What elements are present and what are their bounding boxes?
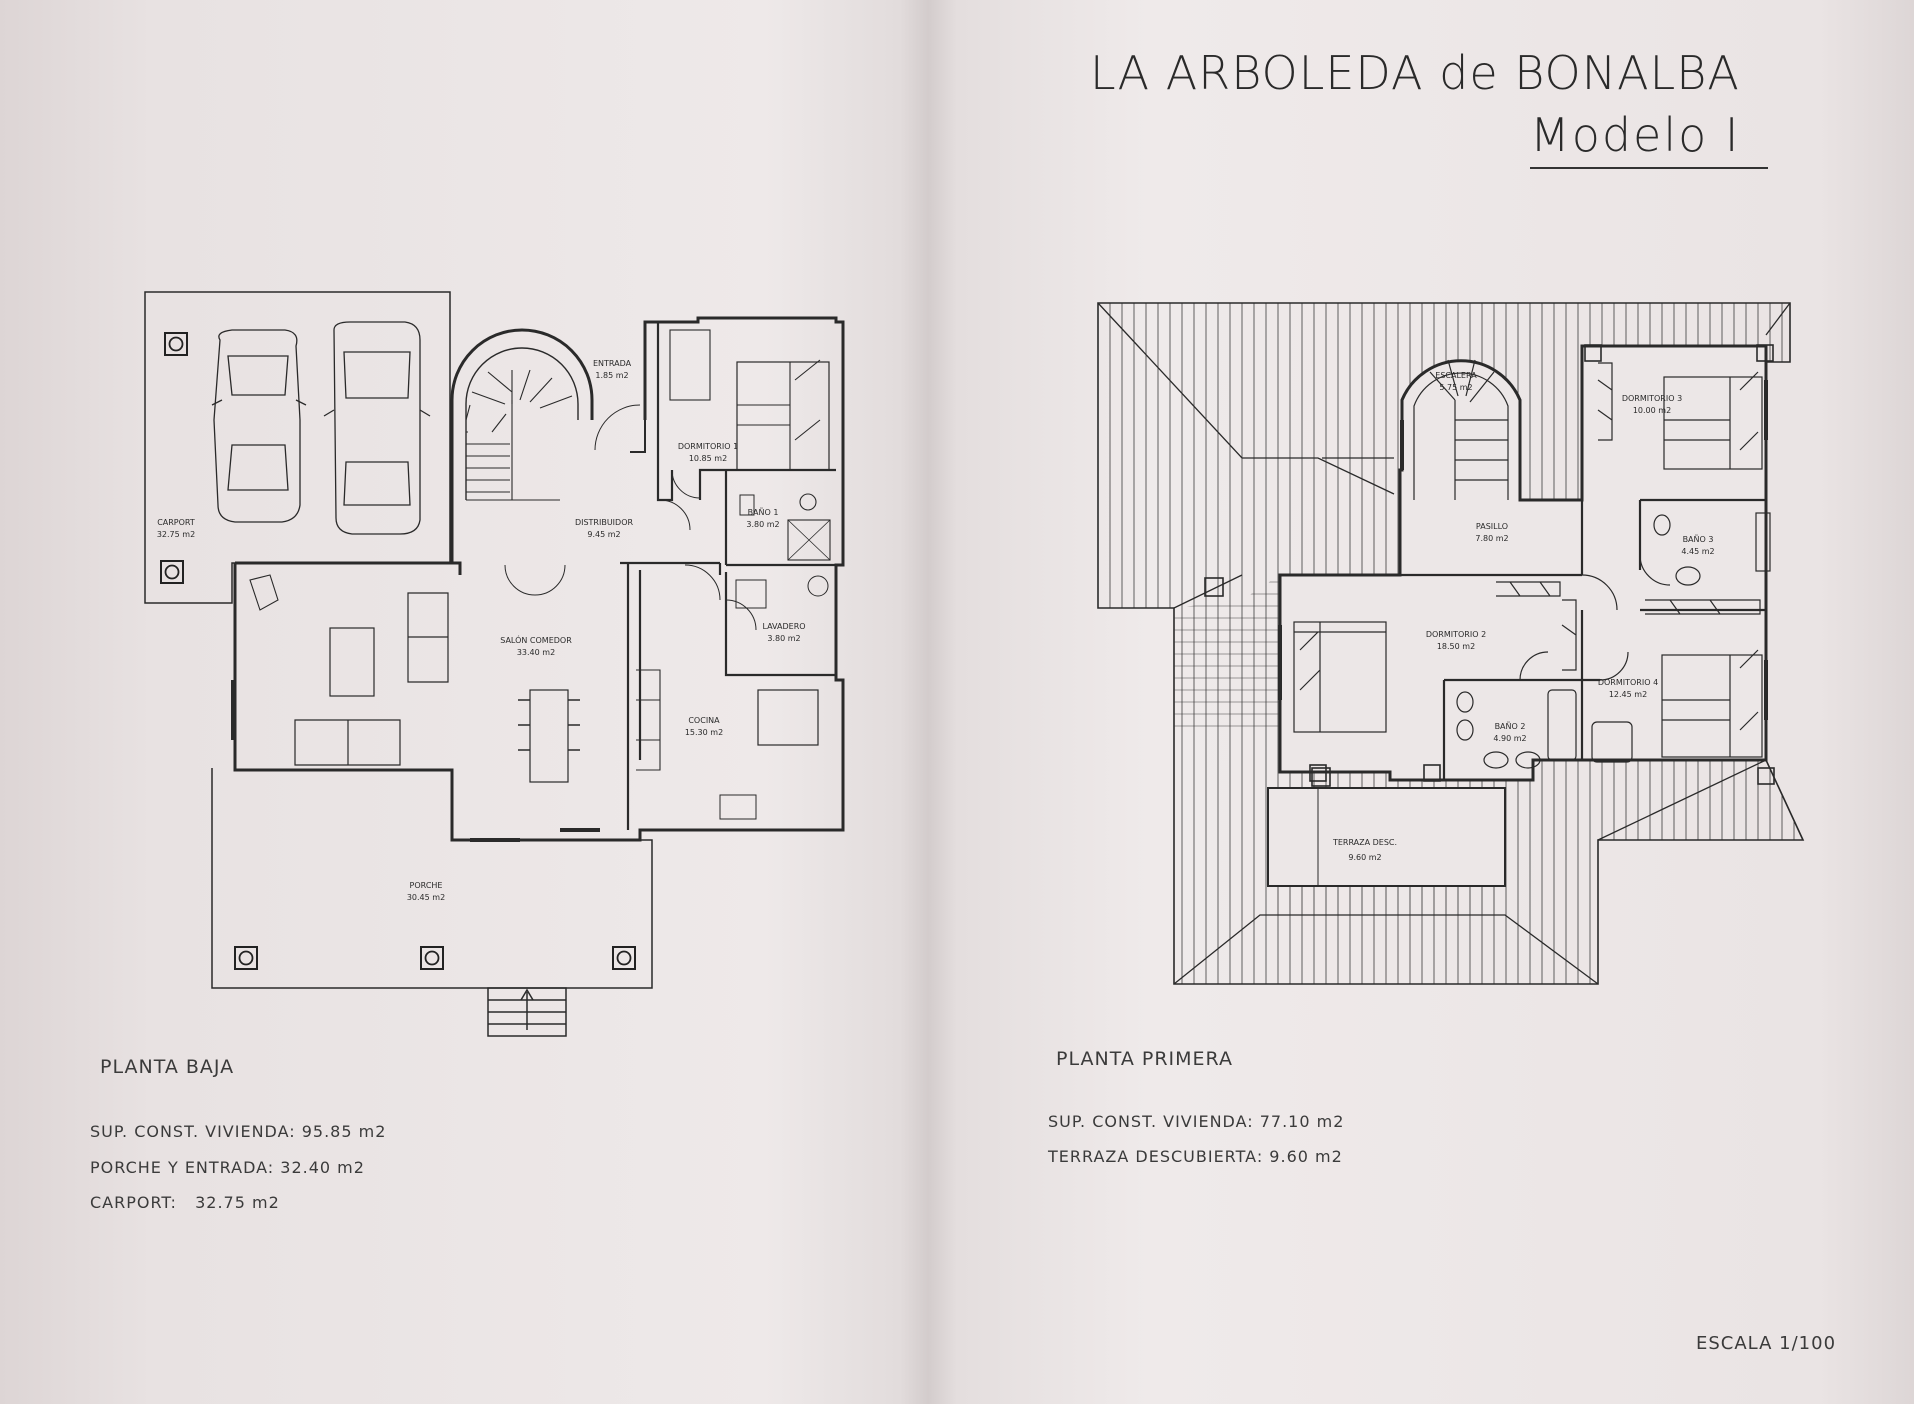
ground-floor-walls — [235, 318, 843, 840]
project-title: LA ARBOLEDA de BONALBA — [1090, 46, 1740, 100]
svg-text:3.80 m2: 3.80 m2 — [746, 520, 780, 529]
svg-text:4.45 m2: 4.45 m2 — [1681, 547, 1715, 556]
ground-floor-area-carport: CARPORT: 32.75 m2 — [90, 1193, 280, 1212]
label-lavadero: LAVADERO — [762, 622, 806, 631]
svg-text:7.80 m2: 7.80 m2 — [1475, 534, 1509, 543]
terrace-outline — [1268, 788, 1505, 886]
porch-steps — [488, 988, 566, 1036]
svg-text:33.40 m2: 33.40 m2 — [516, 648, 556, 657]
label-carport: CARPORT — [157, 518, 195, 527]
porch-outline — [212, 768, 652, 988]
label-porche: PORCHE — [409, 881, 443, 890]
ground-floor-columns — [161, 333, 635, 969]
svg-text:9.60 m2: 9.60 m2 — [1348, 853, 1382, 862]
label-terraza-desc: TERRAZA DESC. — [1332, 838, 1398, 847]
label-escalera: ESCALERA — [1435, 371, 1477, 380]
label-dormitorio-2: DORMITORIO 2 — [1425, 630, 1487, 639]
model-title-underline — [1530, 167, 1768, 169]
svg-text:15.30 m2: 15.30 m2 — [684, 728, 724, 737]
ground-floor-area-porch: PORCHE Y ENTRADA: 32.40 m2 — [90, 1158, 365, 1177]
svg-text:12.45 m2: 12.45 m2 — [1608, 690, 1648, 699]
svg-text:30.45 m2: 30.45 m2 — [406, 893, 446, 902]
ground-floor-heading: PLANTA BAJA — [100, 1056, 235, 1078]
first-floor-heading: PLANTA PRIMERA — [1056, 1048, 1233, 1070]
label-bano-3: BAÑO 3 — [1682, 535, 1714, 544]
label-salon-comedor: SALÓN COMEDOR — [500, 636, 572, 645]
svg-text:5.75 m2: 5.75 m2 — [1439, 383, 1473, 392]
label-dormitorio-1: DORMITORIO 1 — [677, 442, 739, 451]
label-bano-2: BAÑO 2 — [1494, 722, 1526, 731]
svg-text:1.85 m2: 1.85 m2 — [595, 371, 629, 380]
label-entrada: ENTRADA — [592, 359, 632, 368]
label-cocina: COCINA — [688, 716, 720, 725]
scale-label: ESCALA 1/100 — [1696, 1333, 1837, 1354]
label-pasillo: PASILLO — [1475, 522, 1509, 531]
svg-text:10.85 m2: 10.85 m2 — [688, 454, 728, 463]
ground-floor-plan — [145, 292, 843, 1036]
model-title: Modelo I — [1530, 108, 1741, 162]
svg-text:3.80 m2: 3.80 m2 — [767, 634, 801, 643]
label-distribuidor: DISTRIBUIDOR — [574, 518, 634, 527]
first-floor-area-living: SUP. CONST. VIVIENDA: 77.10 m2 — [1048, 1112, 1345, 1131]
svg-text:10.00 m2: 10.00 m2 — [1632, 406, 1672, 415]
carport-outline — [145, 292, 450, 603]
svg-text:18.50 m2: 18.50 m2 — [1436, 642, 1476, 651]
ground-floor-area-living: SUP. CONST. VIVIENDA: 95.85 m2 — [90, 1122, 387, 1141]
svg-text:9.45 m2: 9.45 m2 — [587, 530, 621, 539]
car-right — [324, 322, 430, 534]
label-dormitorio-3: DORMITORIO 3 — [1621, 394, 1683, 403]
first-floor-area-terrace: TERRAZA DESCUBIERTA: 9.60 m2 — [1048, 1147, 1343, 1166]
car-left — [212, 330, 306, 522]
svg-text:32.75 m2: 32.75 m2 — [156, 530, 196, 539]
ground-floor-room-labels — [157, 359, 806, 902]
label-dormitorio-4: DORMITORIO 4 — [1597, 678, 1659, 687]
svg-text:4.90 m2: 4.90 m2 — [1493, 734, 1527, 743]
label-bano-1: BAÑO 1 — [747, 508, 779, 517]
